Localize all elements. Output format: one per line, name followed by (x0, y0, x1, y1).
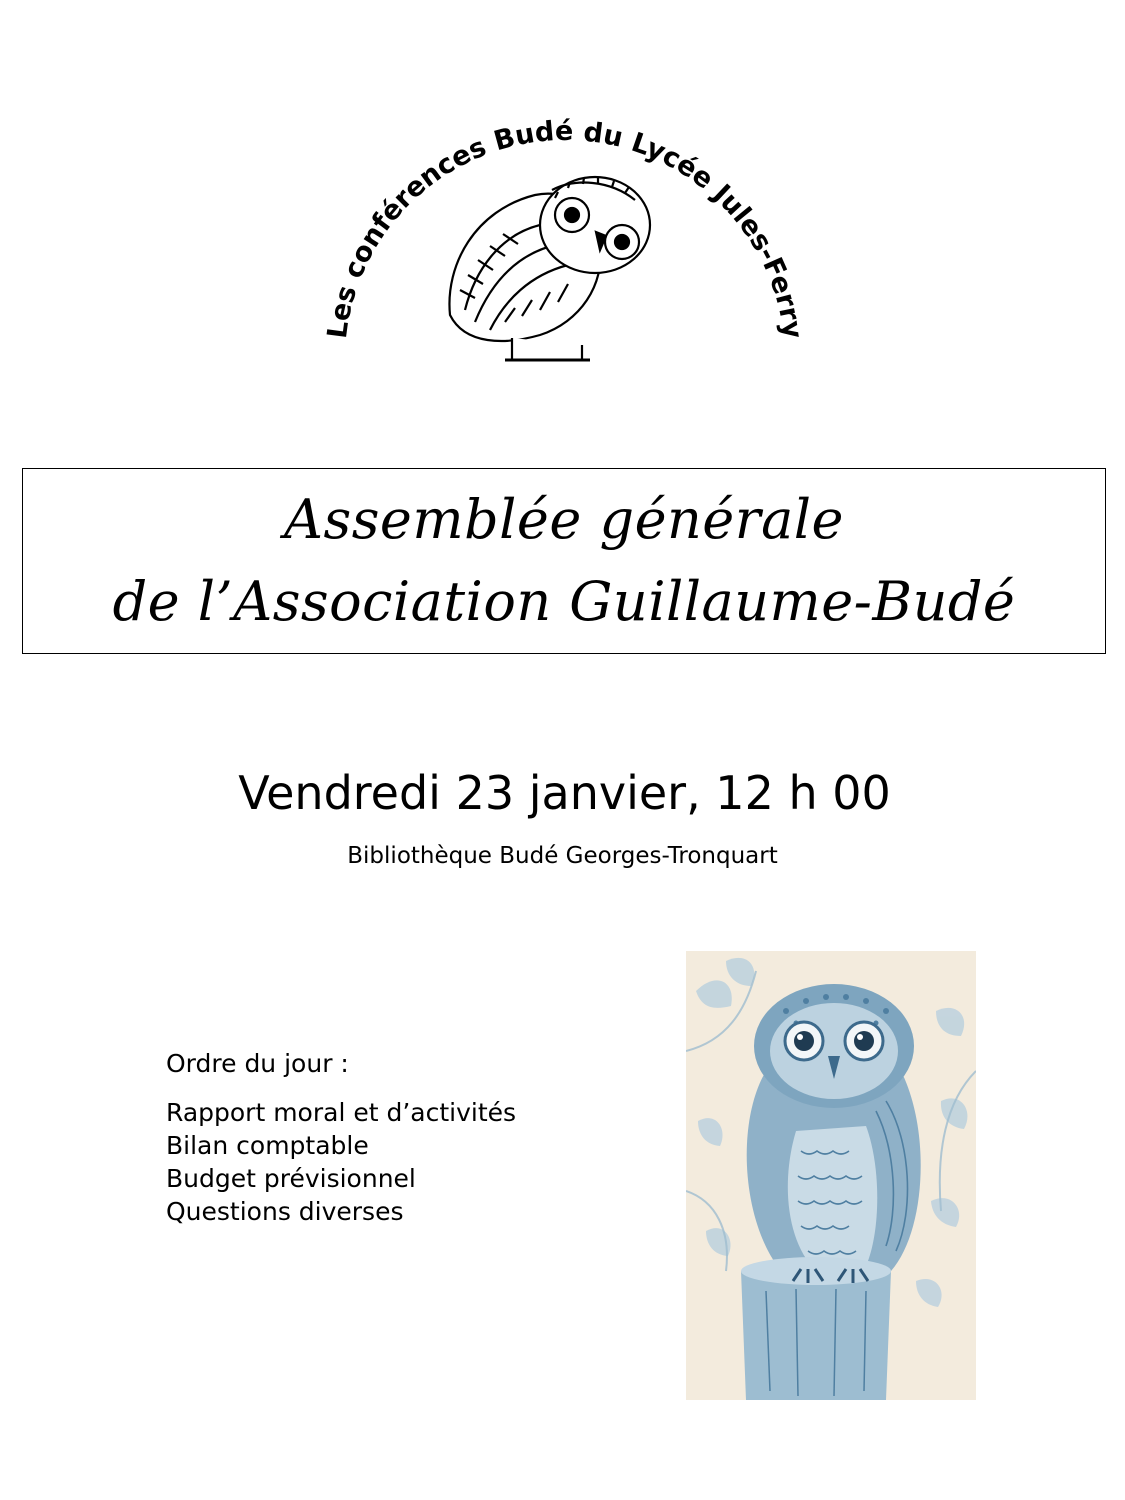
agenda-item: Rapport moral et d’activités (166, 1098, 517, 1127)
owl-illustration (686, 951, 976, 1400)
event-date: Vendredi 23 janvier, 12 h 00 (238, 766, 891, 820)
title-line-2: de l’Association Guillaume-Budé (112, 570, 1016, 633)
event-location: Bibliothèque Budé Georges-Tronquart (347, 843, 778, 869)
title-box (22, 468, 1106, 654)
agenda-heading: Ordre du jour : (166, 1049, 349, 1078)
conferences-logo (300, 60, 825, 390)
agenda-item: Budget prévisionnel (166, 1164, 416, 1193)
agenda (166, 1044, 646, 1228)
agenda-item: Bilan comptable (166, 1131, 369, 1160)
title-line-1: Assemblée générale (284, 488, 844, 551)
agenda-item: Questions diverses (166, 1197, 404, 1226)
arched-title: Les conférences Budé du Lycée Jules-Ferry (322, 115, 808, 341)
owl-icon (449, 177, 650, 360)
